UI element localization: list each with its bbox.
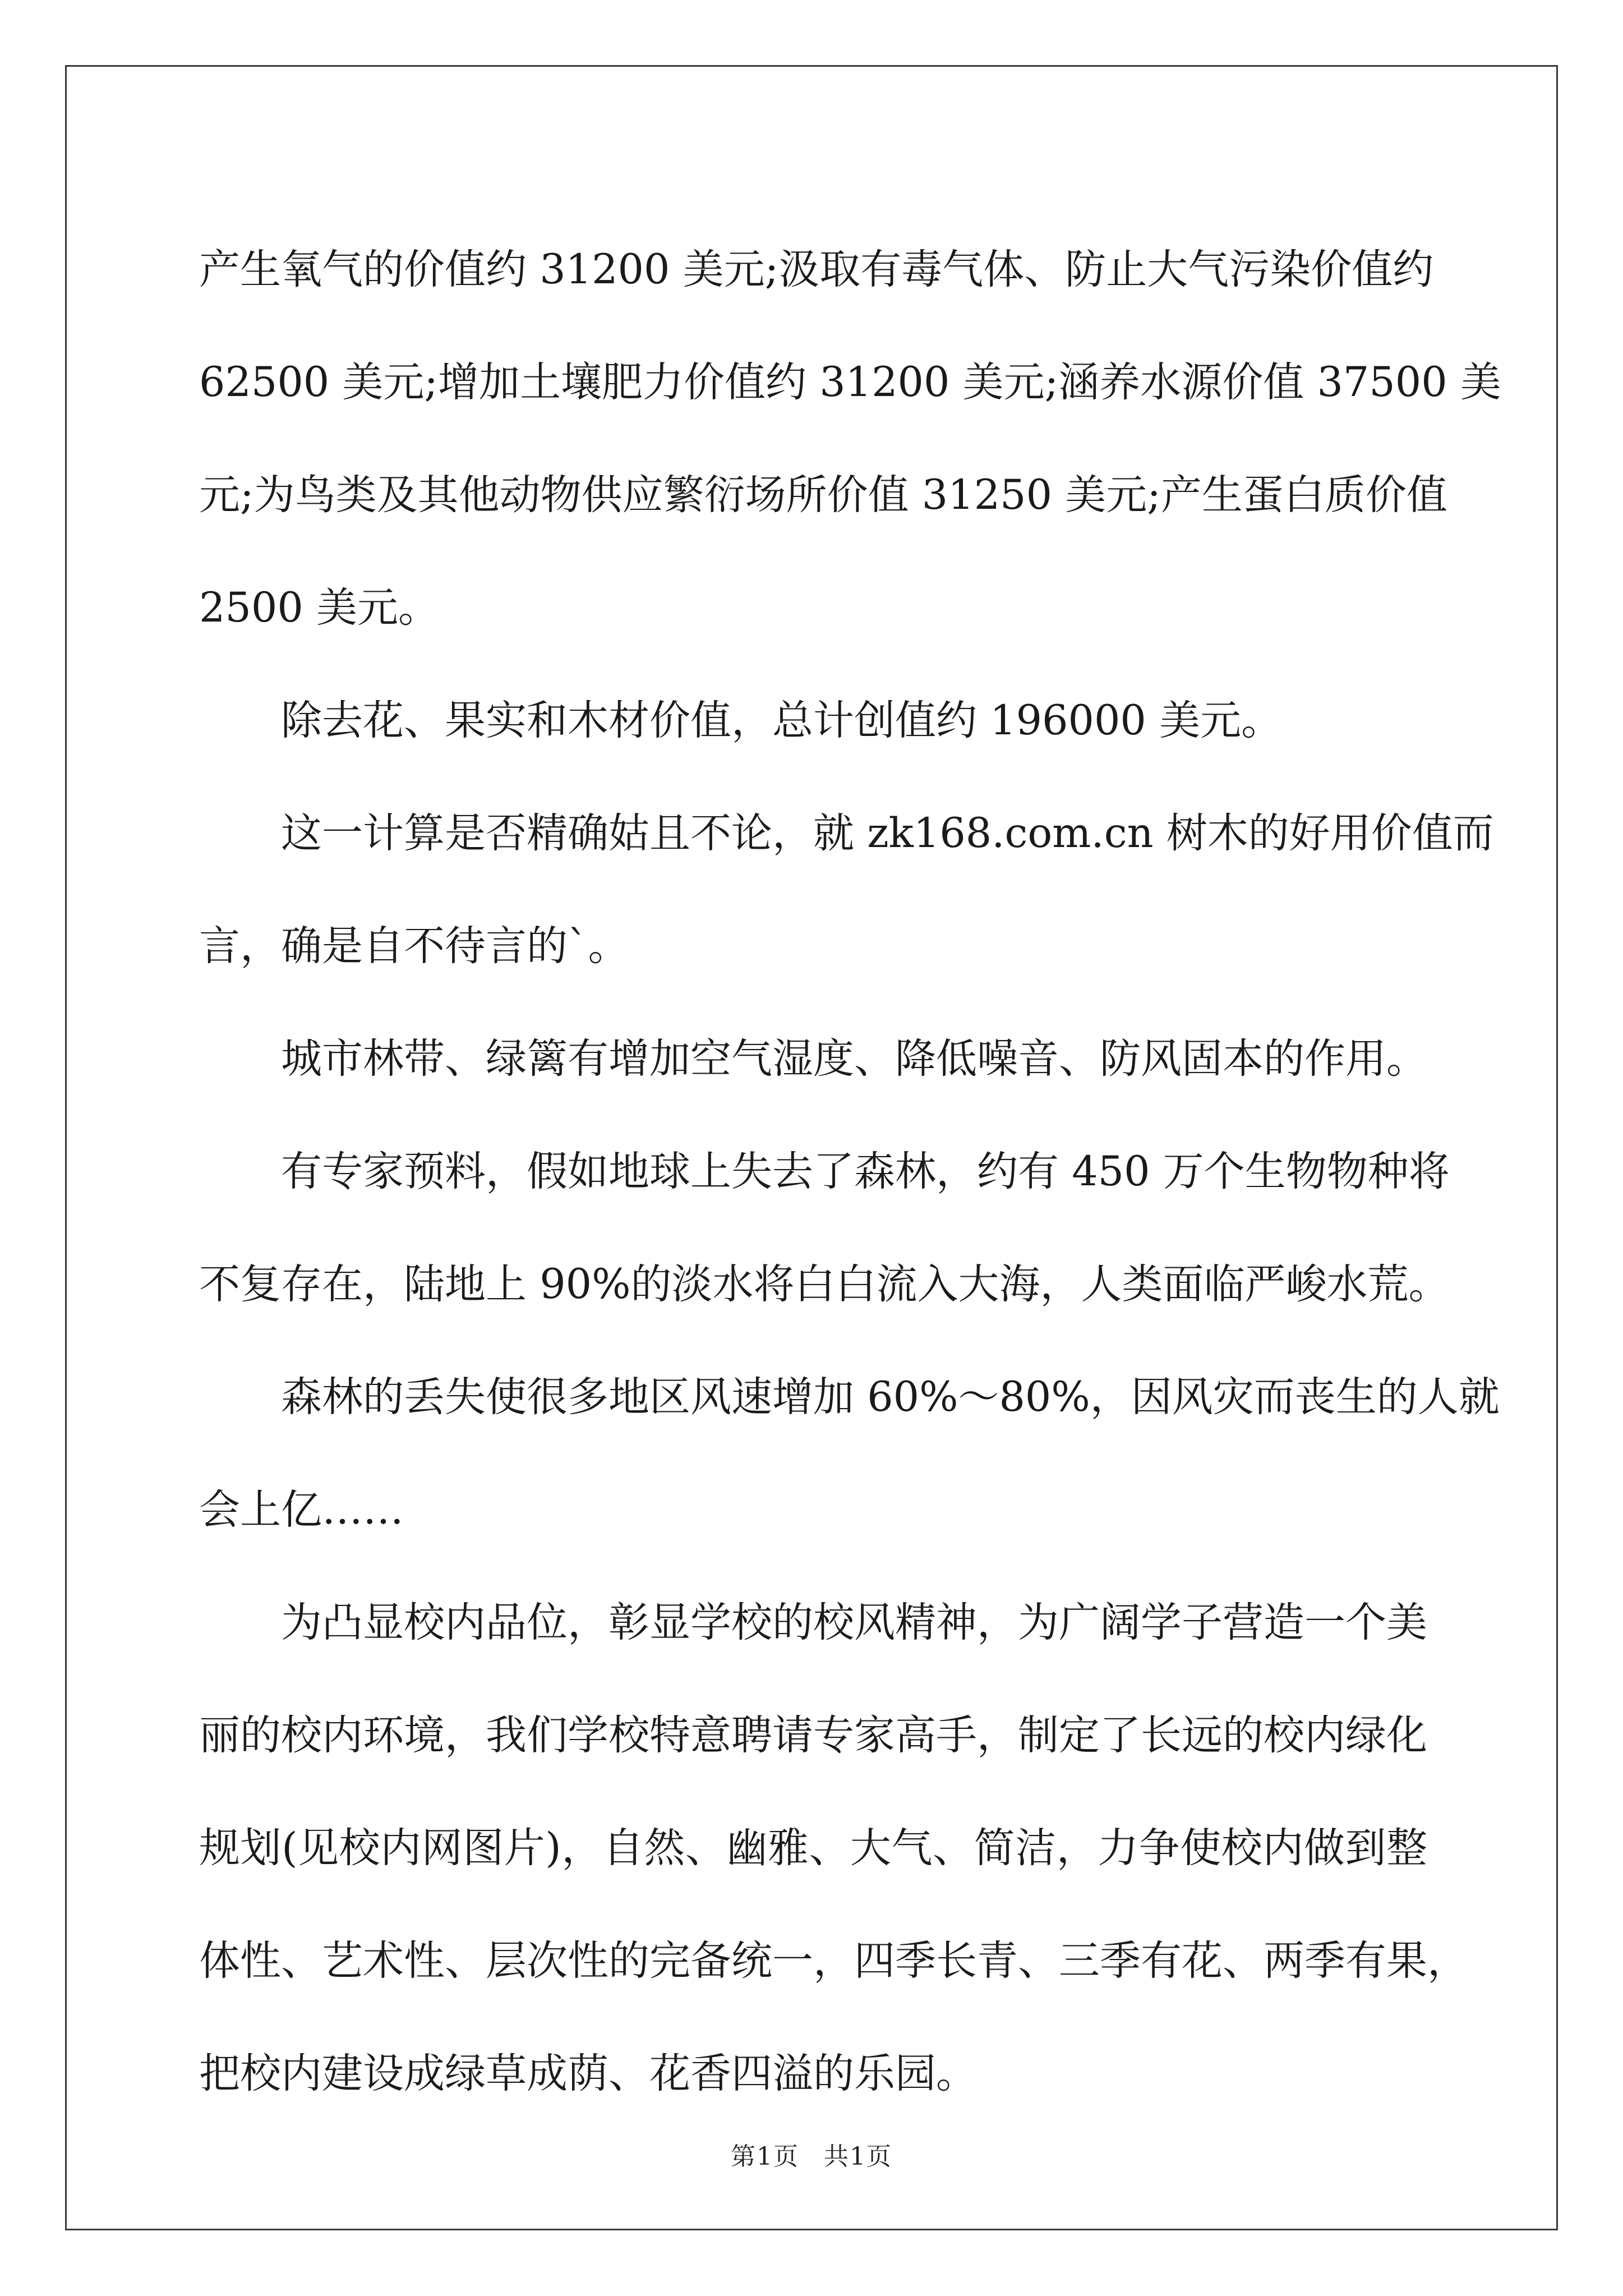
- text-line: 不复存在，陆地上 90%的淡水将白白流入大海，人类面临严峻水荒。: [199, 1260, 1450, 1308]
- paragraph: [199, 1566, 1468, 2130]
- text-line: 这一计算是否精确姑且不论，就 zk168.com.cn 树木的好用价值而: [281, 809, 1494, 857]
- text-line: 有专家预料，假如地球上失去了森林，约有 450 万个生物物种将: [281, 1148, 1450, 1195]
- text-line: 规划(见校内网图片)，自然、幽雅、大气、简洁，力争使校内做到整: [199, 1824, 1427, 1872]
- paragraph: [199, 213, 1501, 664]
- text-line: 会上亿……: [199, 1486, 404, 1534]
- text-line: 2500 美元。: [199, 584, 439, 632]
- paragraph: [199, 1002, 1427, 1115]
- document-body: [199, 213, 1501, 2130]
- text-line: 62500 美元;增加土壤肥力价值约 31200 美元;涵养水源价值 37500 美: [199, 358, 1501, 406]
- text-line: 体性、艺术性、层次性的完备统一，四季长青、三季有花、两季有果，: [199, 1937, 1468, 1985]
- text-line: 为凸显校内品位，彰显学校的校风精神，为广阔学子营造一个美: [281, 1599, 1427, 1646]
- text-line: 城市林带、绿篱有增加空气湿度、降低噪音、防风固本的作用。: [281, 1035, 1427, 1083]
- text-line: 森林的丢失使很多地区风速增加 60%～80%，因风灾而丧生的人就: [281, 1373, 1500, 1421]
- text-line: 把校内建设成绿草成荫、花香四溢的乐园。: [199, 2050, 977, 2097]
- paragraph: [199, 777, 1494, 1002]
- paragraph: [199, 664, 1427, 777]
- page-number: 第1页: [731, 2142, 799, 2171]
- paragraph: [199, 1341, 1500, 1566]
- page-footer: [0, 2136, 1623, 2172]
- text-line: 产生氧气的价值约 31200 美元;汲取有毒气体、防止大气污染价值约: [199, 246, 1434, 293]
- paragraph: [199, 1115, 1450, 1341]
- text-line: 言，确是自不待言的`。: [199, 922, 629, 970]
- text-line: 丽的校内环境，我们学校特意聘请专家高手，制定了长远的校内绿化: [199, 1711, 1427, 1759]
- page-total: 共1页: [824, 2142, 892, 2171]
- text-line: 元;为鸟类及其他动物供应繁衍场所价值 31250 美元;产生蛋白质价值: [199, 471, 1447, 519]
- text-line: 除去花、果实和木材价值，总计创值约 196000 美元。: [281, 697, 1283, 744]
